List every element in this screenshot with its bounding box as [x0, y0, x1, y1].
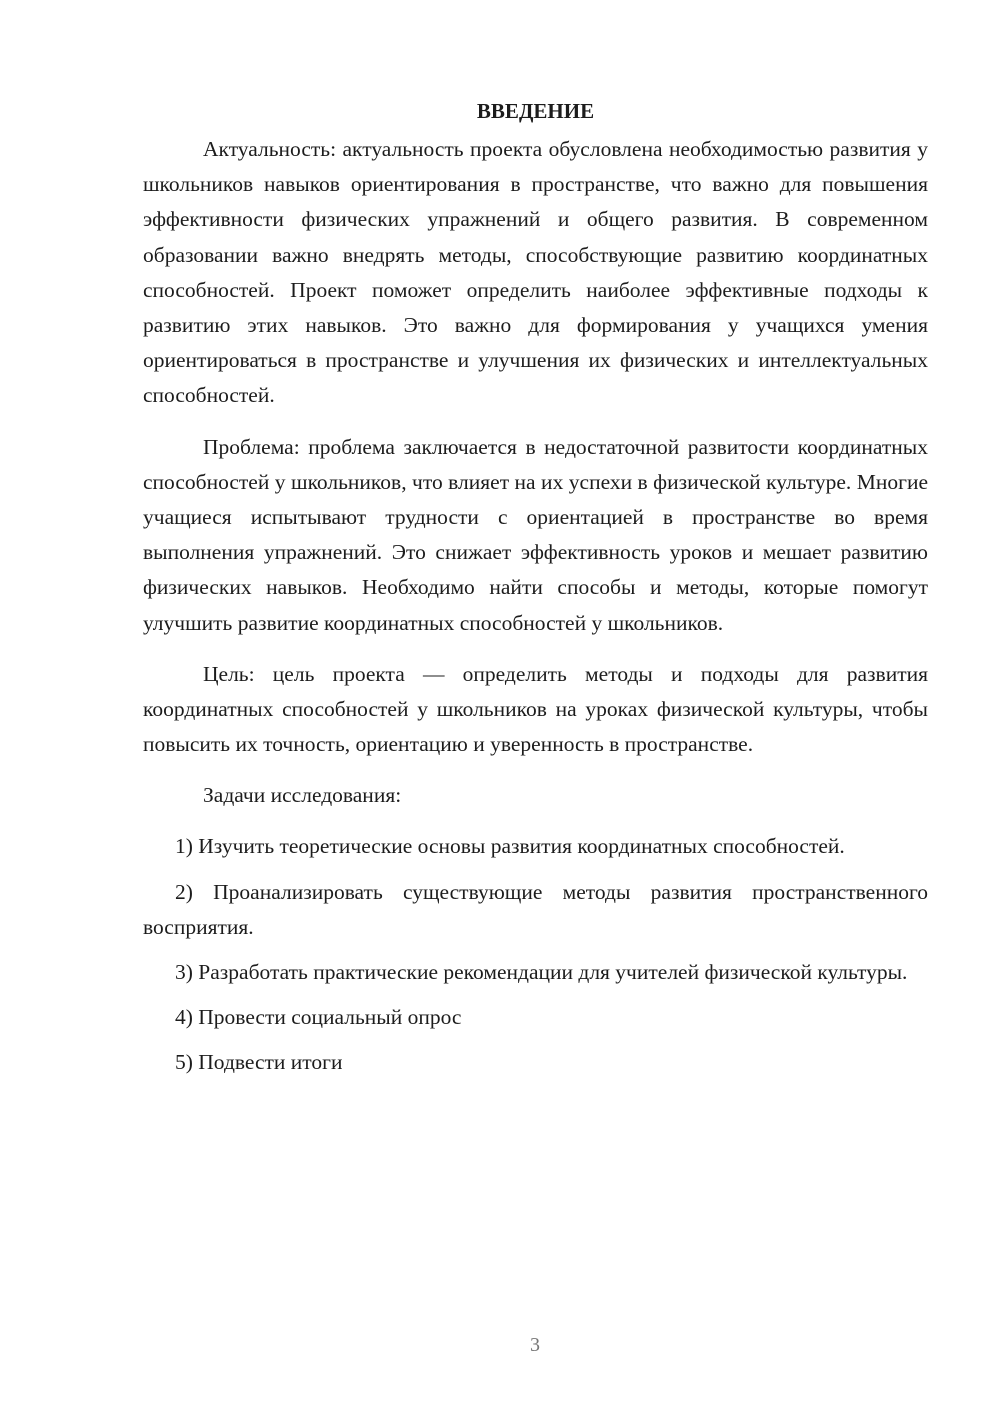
page-title: ВВЕДЕНИЕ [476, 99, 595, 123]
problem-paragraph: Проблема: проблема заключается в недостаточной развитости координатных способностей у школьников, что влияет на их успехи в физической культуре. Многие учащиеся испытывают трудности с ориентацией в пространстве во время выполнения упражнений. Это снижает эффективность уроков и мешает развитию физических навыков. Необходимо найти способы и методы, которые помогут улучшить развитие координатных способностей у школьников. [143, 434, 928, 635]
relevance-paragraph: Актуальность: актуальность проекта обусловлена необходимостью развития у школьников навыков ориентирования в пространстве, что важно для повышения эффективности физических упражнений и общего развития. В современном образовании важно внедрять методы, способствующие развитию координатных способностей. Проект поможет определить наиболее эффективные подходы к развитию этих навыков. Это важно для формирования у учащихся умения ориентироваться в пространстве и улучшения их физических и интеллектуальных способностей. [143, 137, 928, 408]
task-item-3: 3) Разработать практические рекомендации для учителей физической культуры. [175, 960, 908, 985]
document-page [143, 96, 928, 1091]
page-number: 3 [530, 1334, 540, 1356]
task-item-4: 4) Провести социальный опрос [175, 1005, 462, 1030]
tasks-heading: Задачи исследования: [203, 783, 402, 808]
task-item-5: 5) Подвести итоги [175, 1050, 343, 1075]
goal-paragraph: Цель: цель проекта — определить методы и подходы для развития координатных способностей у школьников на уроках физической культуры, чтобы повысить их точность, ориентацию и уверенность в пространстве. [143, 661, 928, 757]
task-item-2: 2) Проанализировать существующие методы развития пространственного восприятия. [143, 879, 928, 939]
task-item-1: 1) Изучить теоретические основы развития координатных способностей. [175, 834, 845, 859]
